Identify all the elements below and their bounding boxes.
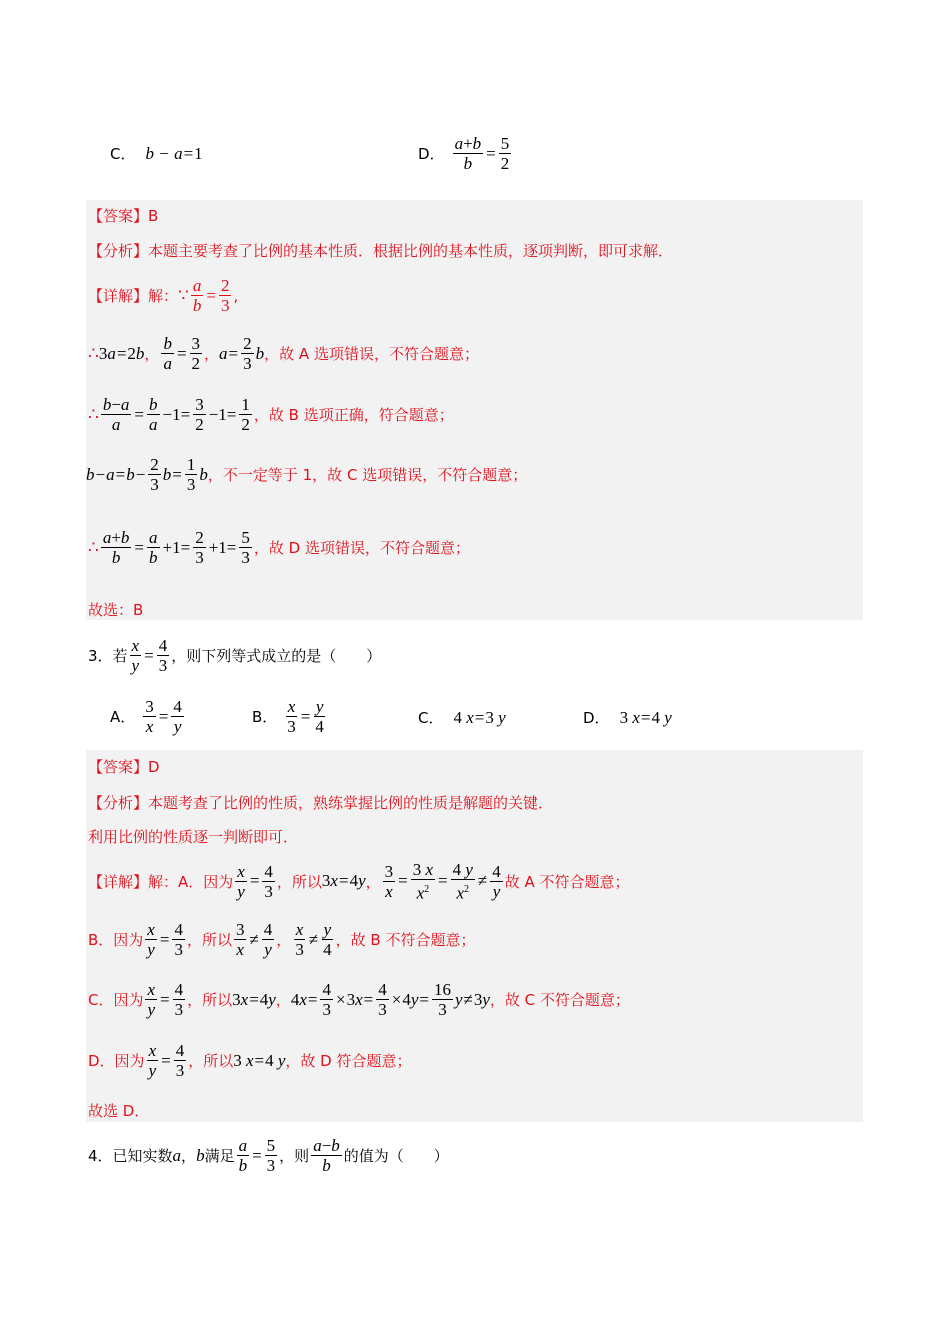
detail-formula: ∵ $\frac{a}{b}$ = $\frac{2}{3}$ — [178, 276, 230, 315]
line-c-text: ，不一定等于 1，故 C 选项错误，不符合题意； — [207, 466, 528, 484]
line-d-text: ，故 D 选项错误，不符合题意； — [253, 539, 470, 557]
q3-option-b — [252, 697, 328, 736]
line-a-formula-2: 3 x = 4 y ， $\frac{3}{x}$ = $\frac{3 x}{x^2}$ = $\frac{4 y}{x^2}$ ≠ $\frac{4}{y}$ — [321, 860, 501, 903]
line-a-formula: ∴ 3 a = 2 b ， $\frac{b}{a}$ = $\frac{3}{2}$ ， a = $\frac{2}{3}$ b — [88, 334, 265, 373]
q3-stem-prefix: 3．若 — [88, 647, 128, 665]
q3-detail-line-a — [88, 860, 630, 903]
q2-answer: 【答案】B — [88, 207, 159, 225]
q3-detail-line-b — [88, 920, 475, 959]
option-d-formula: $\frac{a+b}{b}$ = $\frac{5}{2}$ — [454, 134, 510, 173]
line-a-text: ，故 A 选项错误，不符合题意； — [264, 345, 479, 363]
q2-detail-line-b — [88, 395, 454, 434]
option-label: A． — [110, 708, 136, 726]
option-label: C． — [110, 145, 136, 163]
line-a-formula-1: $\frac{x}{y}$ = $\frac{4}{3}$ — [237, 861, 273, 901]
q3-option-d — [583, 707, 672, 728]
line-a-text: 故 A 不符合题意； — [504, 872, 630, 891]
line-b-formula: ∴ $\frac{b-a}{a}$ = $\frac{b}{a}$ −1= $\frac{3}{2}$ −1= $\frac{1}{2}$ — [88, 395, 250, 434]
option-c-formula: b − a=1 — [145, 143, 203, 163]
line-d-formula: ∴ $\frac{a+b}{b}$ = $\frac{a}{b}$ +1= $\frac{2}{3}$ +1= $\frac{5}{3}$ — [88, 528, 250, 567]
option-d-formula: 3 x=4 y — [619, 707, 672, 727]
so-text: ，所以 — [186, 931, 232, 949]
line-c-formula-1: $\frac{x}{y}$ = $\frac{4}{3}$ — [147, 980, 184, 1019]
q3-detail-line-d — [88, 1041, 412, 1080]
so-text: ，所以 — [187, 991, 233, 1009]
so-text: ，所以 — [276, 872, 322, 891]
q2-detail-line-1: 【详解】解： ∵ $\frac{a}{b}$ = $\frac{2}{3}$ , — [88, 276, 239, 315]
line-b-prefix: B．因为 — [88, 931, 144, 949]
q2-analysis: 【分析】本题主要考查了比例的基本性质．根据比例的基本性质，逐项判断，即可求解． — [88, 242, 674, 260]
q2-option-c — [110, 143, 203, 164]
line-c-prefix: C．因为 — [88, 991, 144, 1009]
line-b-formula-1: $\frac{x}{y}$ = $\frac{4}{3}$ — [147, 920, 183, 959]
q3-answer: 【答案】D — [88, 758, 160, 776]
line-b-text: ，故 B 不符合题意； — [335, 931, 476, 949]
q2-detail-line-c — [86, 455, 527, 494]
q4-stem-then: ，则 — [279, 1147, 310, 1165]
q4-stem-mid: 满足 — [204, 1147, 235, 1165]
option-label: D． — [583, 709, 610, 727]
q2-option-d — [418, 134, 513, 173]
q3-analysis-2: 利用比例的性质逐一判断即可． — [88, 828, 299, 846]
q3-conclusion: 故选 D． — [88, 1102, 150, 1120]
q3-option-c — [418, 707, 506, 728]
option-label: B． — [252, 708, 278, 726]
option-label: C． — [418, 709, 444, 727]
q3-detail-line-c — [88, 980, 630, 1019]
q3-stem — [88, 636, 381, 675]
line-d-formula-2: 3 x=4 y — [233, 1050, 286, 1070]
option-b-formula: $\frac{x}{3}$ = $\frac{y}{4}$ — [287, 697, 324, 736]
q4-target-formula: $\frac{a-b}{b}$ — [313, 1136, 340, 1175]
line-b-text: ，故 B 选项正确，符合题意； — [253, 406, 454, 424]
line-d-formula-1: $\frac{x}{y}$ = $\frac{4}{3}$ — [148, 1041, 185, 1080]
q3-option-a — [110, 697, 186, 736]
q3-stem-formula: $\frac{x}{y}$ = $\frac{4}{3}$ — [131, 636, 168, 675]
q4-stem-prefix: 4．已知实数 — [88, 1147, 173, 1165]
q4-var-a: a，b — [172, 1146, 205, 1165]
option-label: D． — [418, 145, 445, 163]
line-d-prefix: D．因为 — [88, 1052, 145, 1070]
so-text: ，所以 — [188, 1052, 234, 1070]
line-c-text: ，故 C 不符合题意； — [489, 991, 630, 1009]
line-c-formula: b − a = b − $\frac{2}{3}$ b = $\frac{1}{3}$ b — [86, 455, 208, 494]
line-c-formula-2: 3 x = 4 y ， 4 x = $\frac{4}{3}$ × 3 x = $\frac{4}{3}$ × 4 y = $\frac{16}{3}$ y ≠ 3 y — [232, 980, 490, 1019]
q4-stem-suffix: 的值为（ ） — [343, 1147, 449, 1165]
line-d-text: ，故 D 符合题意； — [285, 1052, 412, 1070]
q4-stem — [88, 1136, 449, 1175]
option-a-formula: $\frac{3}{x}$ = $\frac{4}{y}$ — [145, 697, 182, 736]
q3-analysis: 【分析】本题考查了比例的性质，熟练掌握比例的性质是解题的关键． — [88, 794, 554, 812]
q2-detail-line-a — [88, 334, 479, 373]
line-b-formula-2: $\frac{3}{x}$ ≠ $\frac{4}{y}$ ， $\frac{x}{3}$ ≠ $\frac{y}{4}$ — [235, 920, 332, 959]
q4-condition-formula: $\frac{a}{b}$ = $\frac{5}{3}$ — [238, 1136, 276, 1175]
detail-label: 【详解】解： — [88, 287, 179, 305]
q2-detail-line-d — [88, 528, 470, 567]
detail-label: 【详解】解：A．因为 — [88, 872, 234, 891]
q3-stem-suffix: ，则下列等式成立的是（ ） — [171, 647, 382, 665]
option-c-formula: 4 x=3 y — [453, 707, 506, 727]
q2-conclusion: 故选：B — [88, 601, 144, 619]
